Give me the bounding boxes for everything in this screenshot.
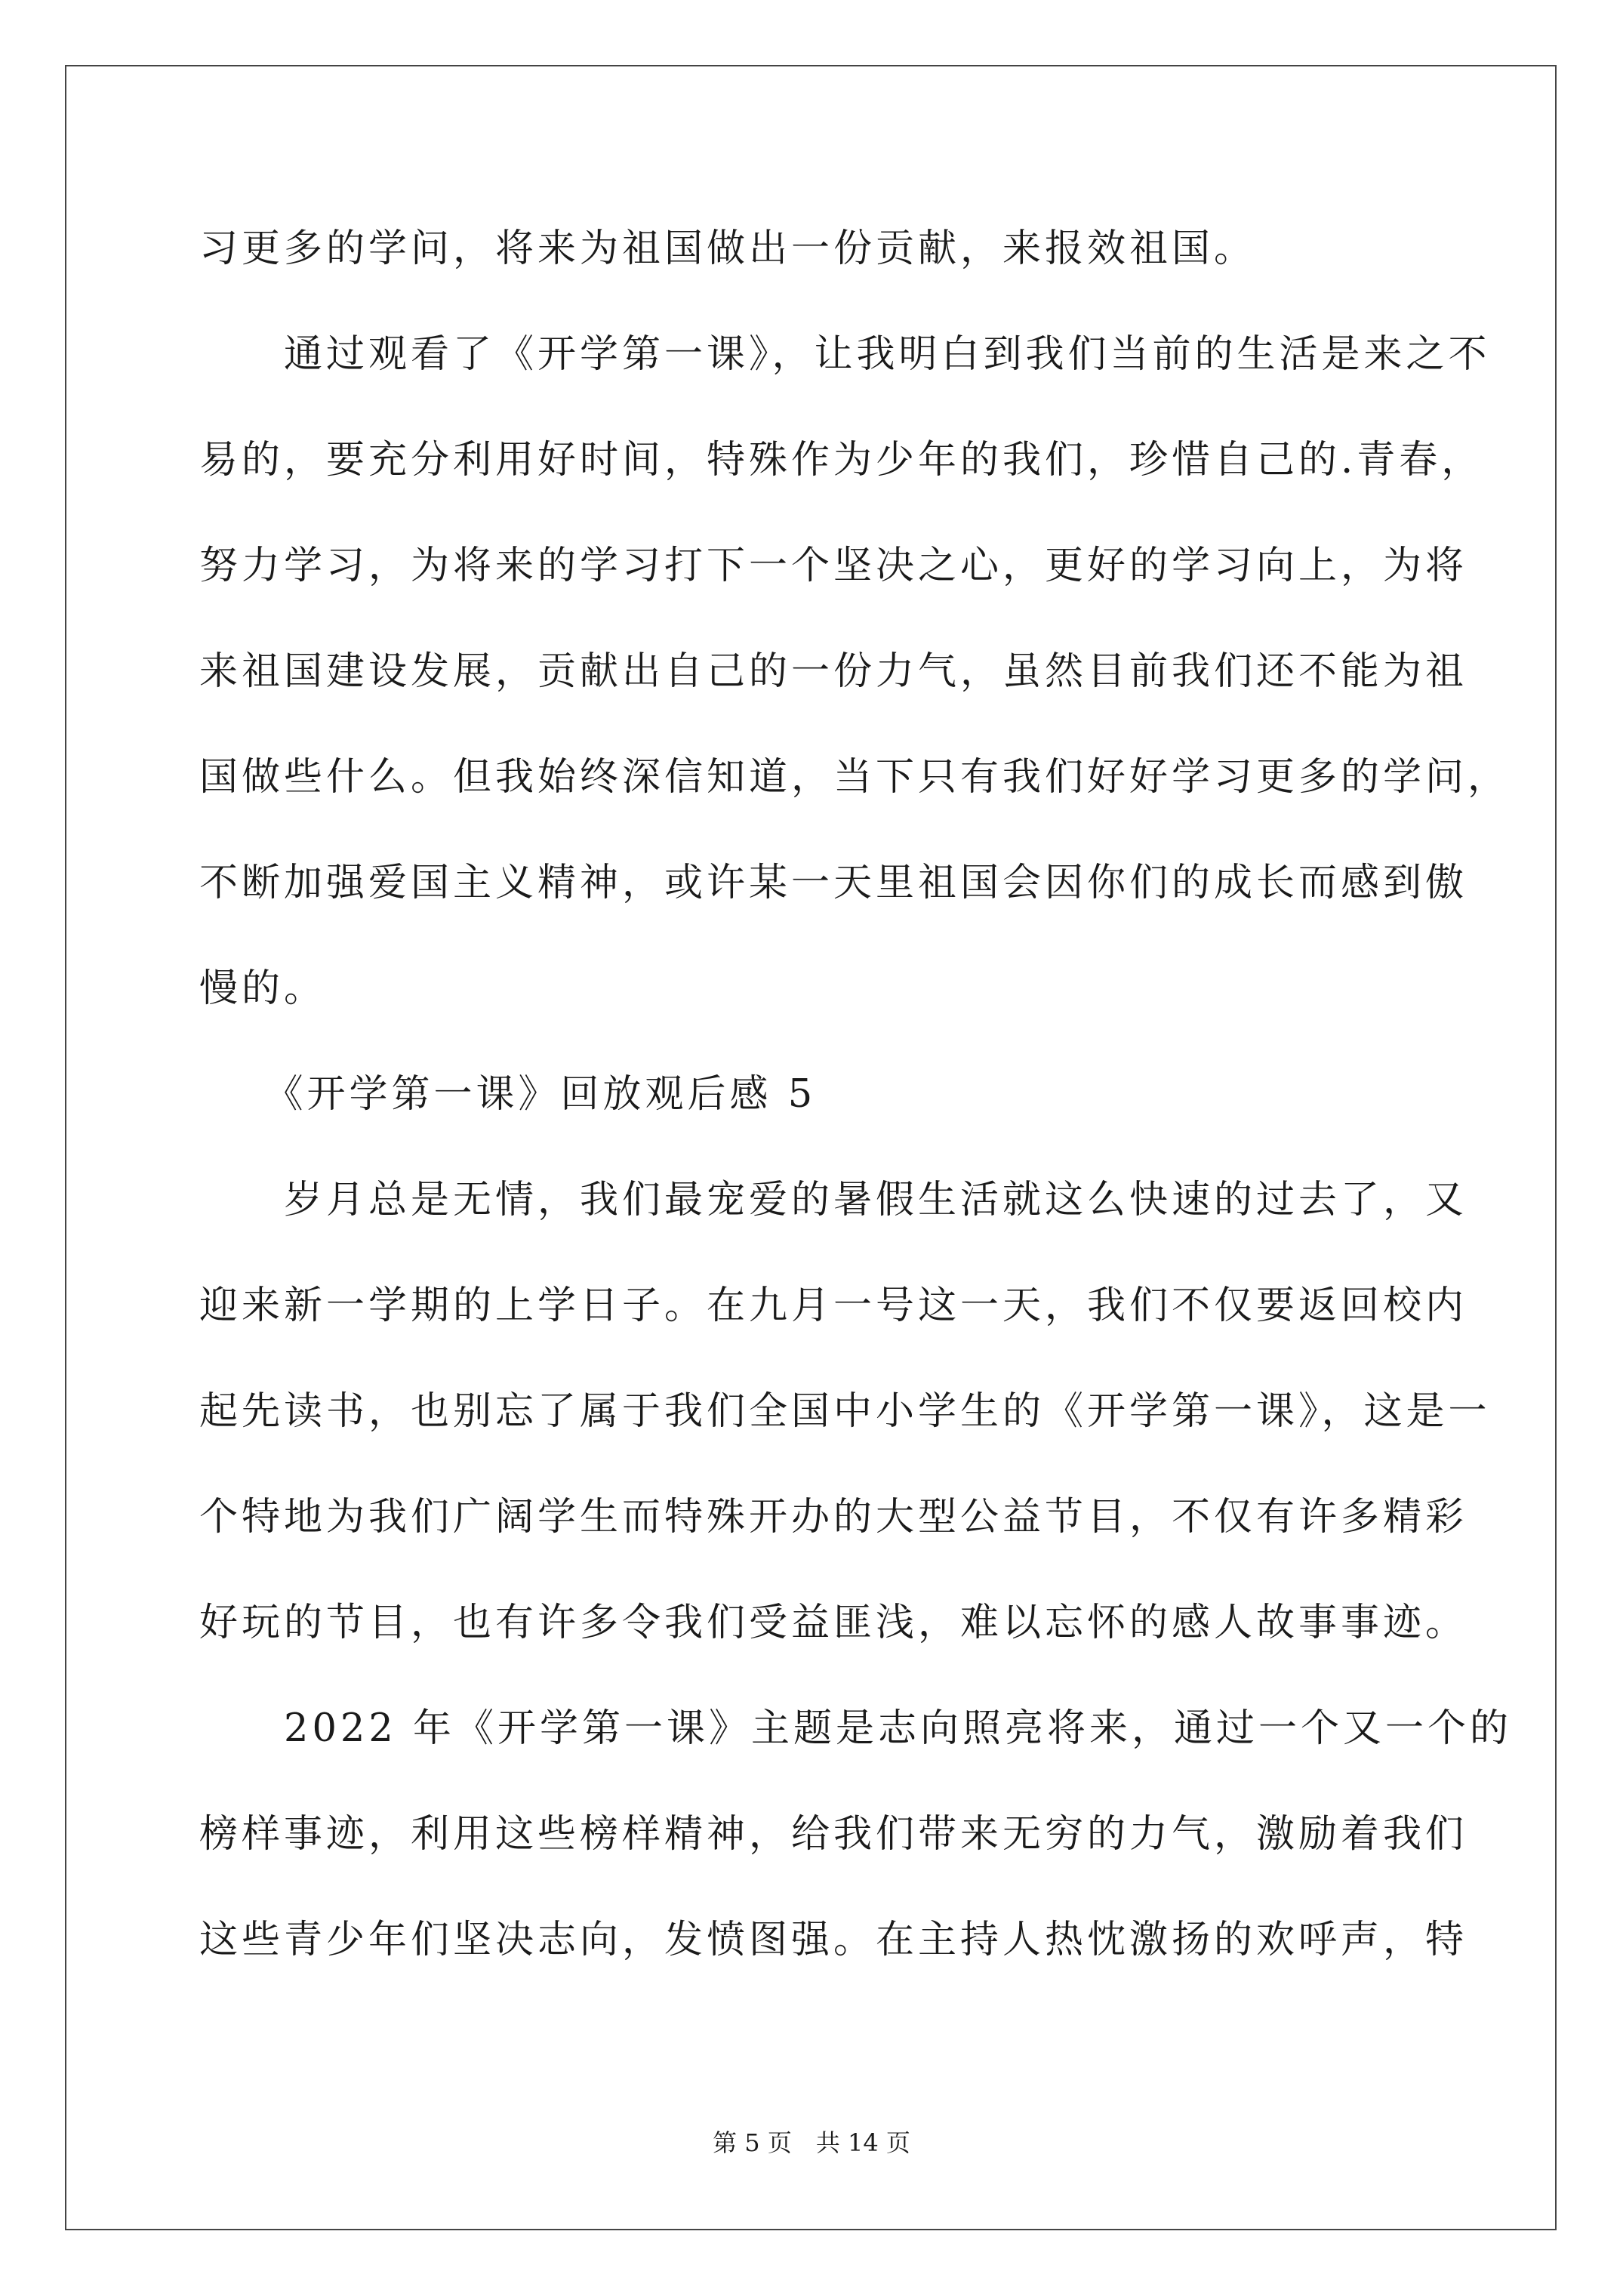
text-line: 易的，要充分利用好时间，特殊作为少年的我们，珍惜自己的.青春， <box>199 438 1484 482</box>
text-line: 迎来新一学期的上学日子。在九月一号这一天，我们不仅要返回校内 <box>199 1284 1468 1328</box>
text-line: 习更多的学问，将来为祖国做出一份贡献，来报效祖国。 <box>199 227 1257 271</box>
text-line: 个特地为我们广阔学生而特殊开办的大型公益节目，不仅有许多精彩 <box>199 1495 1468 1539</box>
section-heading: 《开学第一课》回放观后感 5 <box>199 1072 817 1117</box>
text-line: 好玩的节目，也有许多令我们受益匪浅，难以忘怀的感人故事事迹。 <box>199 1601 1468 1645</box>
text-line: 不断加强爱国主义精神，或许某一天里祖国会因你们的成长而感到傲 <box>199 861 1468 905</box>
text-line: 努力学习，为将来的学习打下一个坚决之心，更好的学习向上，为将 <box>199 544 1468 588</box>
text-line: 慢的。 <box>199 966 327 1011</box>
page-footer: 第 5 页 共 14 页 <box>713 2128 910 2157</box>
text-line: 通过观看了《开学第一课》，让我明白到我们当前的生活是来之不 <box>199 332 1491 377</box>
text-line: 这些青少年们坚决志向，发愤图强。在主持人热忱激扬的欢呼声，特 <box>199 1918 1468 1962</box>
text-line: 榜样事迹，利用这些榜样精神，给我们带来无穷的力气，激励着我们 <box>199 1812 1468 1857</box>
text-line: 起先读书，也别忘了属于我们全国中小学生的《开学第一课》，这是一 <box>199 1389 1491 1434</box>
text-line: 2022 年《开学第一课》主题是志向照亮将来，通过一个又一个的 <box>199 1706 1513 1751</box>
text-line: 岁月总是无情，我们最宠爱的暑假生活就这么快速的过去了，又 <box>199 1178 1468 1222</box>
page-border <box>65 65 1557 2230</box>
text-line: 来祖国建设发展，贡献出自己的一份力气，虽然目前我们还不能为祖 <box>199 649 1468 694</box>
text-line: 国做些什么。但我始终深信知道，当下只有我们好好学习更多的学问， <box>199 755 1511 800</box>
